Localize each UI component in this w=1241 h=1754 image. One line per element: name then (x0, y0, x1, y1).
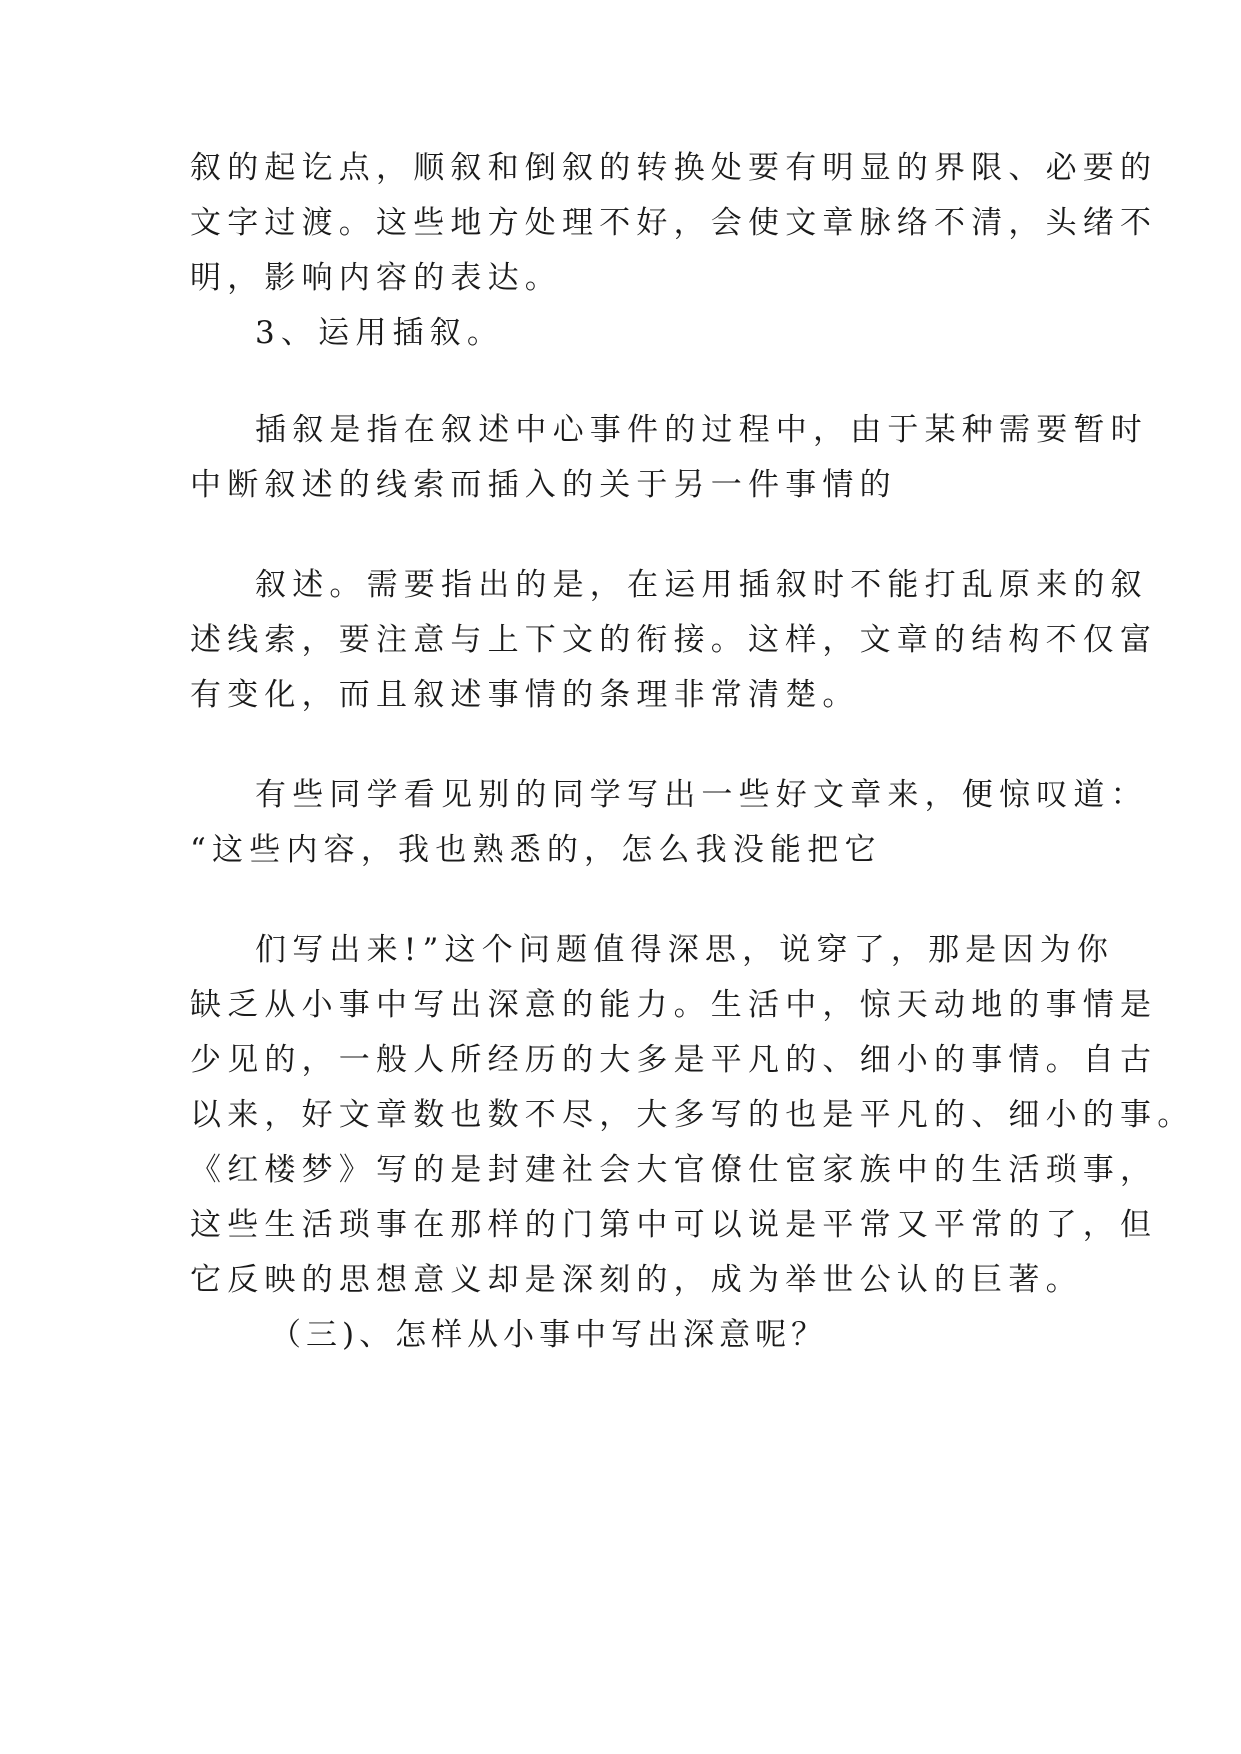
paragraph-line: 少见的，一般人所经历的大多是平凡的、细小的事情。自古 (190, 1042, 1158, 1078)
section-heading: （三)、怎样从小事中写出深意呢？ (270, 1317, 828, 1353)
paragraph-line: 们写出来!”这个问题值得深思，说穿了，那是因为你 (255, 932, 1115, 968)
paragraph-line: 以来，好文章数也数不尽，大多写的也是平凡的、细小的事。 (190, 1097, 1195, 1133)
paragraph-line: 中断叙述的线索而插入的关于另一件事情的 (190, 467, 897, 503)
section-heading: 3、运用插叙。 (255, 315, 505, 351)
paragraph-line: 叙述。需要指出的是，在运用插叙时不能打乱原来的叙 (255, 567, 1148, 603)
paragraph-line: 插叙是指在叙述中心事件的过程中，由于某种需要暂时 (255, 412, 1148, 448)
paragraph-line: 《红楼梦》写的是封建社会大官僚仕宦家族中的生活琐事， (190, 1152, 1158, 1188)
paragraph-line: 明，影响内容的表达。 (190, 260, 562, 296)
paragraph-line: 它反映的思想意义却是深刻的，成为举世公认的巨著。 (190, 1262, 1083, 1298)
paragraph-line: 述线索，要注意与上下文的衔接。这样，文章的结构不仅富 (190, 622, 1158, 658)
paragraph-line: 这些生活琐事在那样的门第中可以说是平常又平常的了，但 (190, 1207, 1158, 1243)
paragraph-line: 文字过渡。这些地方处理不好，会使文章脉络不清，头绪不 (190, 205, 1158, 241)
paragraph-line: 缺乏从小事中写出深意的能力。生活中，惊天动地的事情是 (190, 987, 1158, 1023)
paragraph-line: 叙的起讫点，顺叙和倒叙的转换处要有明显的界限、必要的 (190, 150, 1158, 186)
paragraph-line: 有些同学看见别的同学写出一些好文章来，便惊叹道： (255, 777, 1148, 813)
paragraph-line: 有变化，而且叙述事情的条理非常清楚。 (190, 677, 860, 713)
paragraph-line: “这些内容，我也熟悉的，怎么我没能把它 (190, 832, 882, 868)
